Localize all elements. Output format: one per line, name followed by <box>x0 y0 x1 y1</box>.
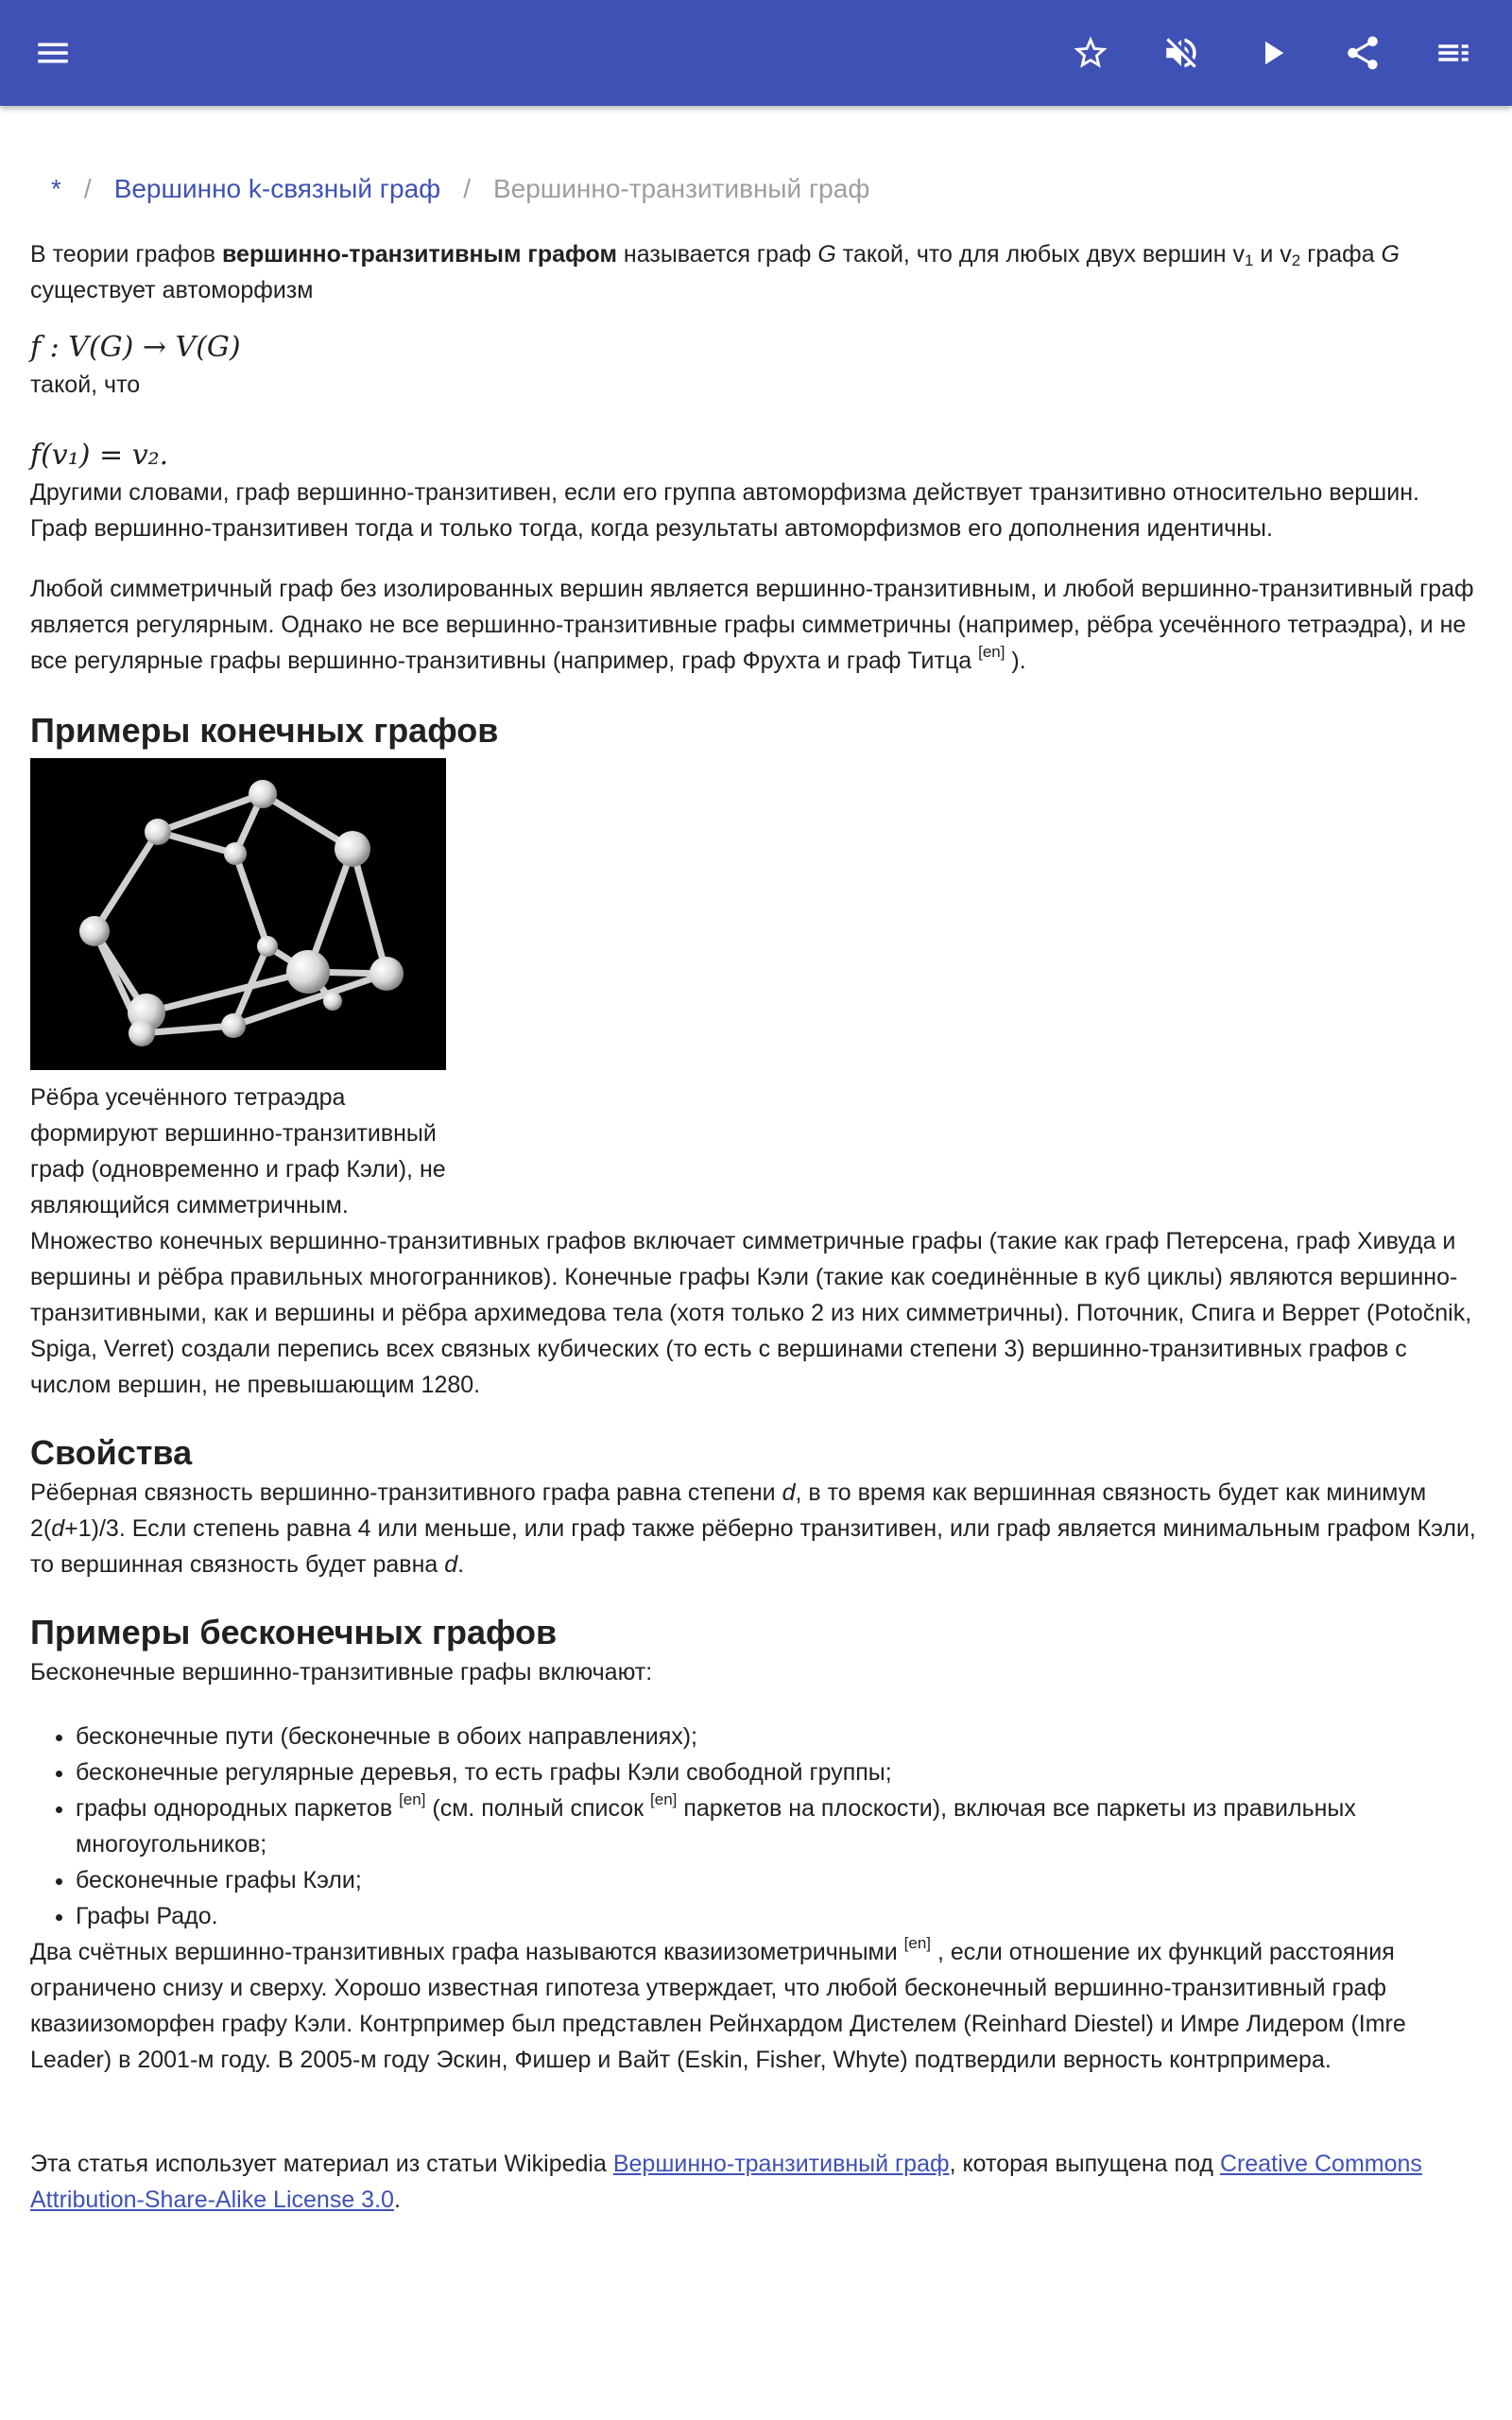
attribution-note: Эта статья использует материал из статьи Wikipedia Вершинно-транзитивный граф, которая выпущена под Creative Commons Attribution-Share-Alike License 3.0. <box>30 2151 1422 2213</box>
figure-caption: Рёбра усечённого тетраэдра формируют вершинно-транзитивный граф (одновременно и граф Кэли), не являющийся симметричным. <box>30 1084 446 1219</box>
ref-en-link[interactable]: [en] <box>399 1790 426 1808</box>
intro-paragraph: В теории графов вершинно-транзитивным графом называется граф G такой, что для любых двух вершин $v_1$ и $v_2$ графа G существует автоморфизм <box>30 241 1400 303</box>
breadcrumb-parent-link[interactable]: Вершинно k-связный граф <box>113 174 441 203</box>
paragraph-3: Любой симметричный граф без изолированных вершин является вершинно-транзитивным, и любой вершинно-транзитивный граф является регулярным. Однако не все вершинно-транзитивные графы симметричны (например, рёбра усечённого тетраэдра), и не все регулярные графы вершинно-транзитивны (например, граф Фрухта и граф Титца [en] ). <box>30 576 1474 674</box>
app-bar <box>0 0 1512 106</box>
list-item: • графы однородных паркетов [en] (см. полный список [en] паркетов на плоскости), включая все паркеты из правильных многоугольников; <box>76 1790 1482 1862</box>
heading-properties: Свойства <box>30 1433 193 1472</box>
properties-text: Рёберная связность вершинно-транзитивного графа равна степени d, в то время как вершинная связность будет как минимум 2(d+1)/3. Если степень равна 4 или меньше, или граф также рёберно транзитивен, или граф является минимальным графом Кэли, то вершинная связность будет равна d. <box>30 1479 1476 1578</box>
list-item: • бесконечные графы Кэли; <box>76 1862 1482 1898</box>
wikipedia-article-link[interactable]: Вершинно-транзитивный граф <box>612 2151 950 2177</box>
formula-mapping: f(v₁) = v₂. <box>30 439 169 472</box>
heading-infinite-examples: Примеры бесконечных графов <box>30 1613 558 1651</box>
list-item: • Графы Радо. <box>76 1898 1482 1934</box>
paragraph-2: Другими словами, граф вершинно-транзитивен, если его группа автоморфизма действует транзитивно относительно вершин. Граф вершинно-транзитивен тогда и только тогда, когда результаты автоморфизмов его дополнения идентичны. <box>30 479 1419 542</box>
license-link[interactable]: Creative Commons Attribution-Share-Alike License 3.0 <box>30 2151 1422 2213</box>
infinite-intro: Бесконечные вершинно-транзитивные графы включают: <box>30 1659 653 1685</box>
breadcrumb-current: Вершинно-транзитивный граф <box>492 174 870 203</box>
play-icon <box>1252 33 1292 73</box>
share-button[interactable] <box>1338 28 1387 78</box>
term-bold: вершинно-транзитивным графом <box>222 241 617 268</box>
list-item: • бесконечные пути (бесконечные в обоих направлениях); <box>76 1719 1482 1754</box>
bookmark-button[interactable] <box>1066 28 1115 78</box>
article <box>30 106 1482 2218</box>
list-item: • бесконечные регулярные деревья, то есть графы Кэли свободной группы; <box>76 1754 1482 1790</box>
mute-button[interactable] <box>1157 28 1206 78</box>
menu-button[interactable] <box>30 30 76 76</box>
breadcrumb-root-link[interactable]: * <box>51 174 61 203</box>
contents-button[interactable] <box>1429 28 1478 78</box>
menu-icon <box>33 33 73 73</box>
infinite-examples-list <box>30 1719 1482 1934</box>
breadcrumb-separator: / <box>83 174 92 203</box>
ref-en-link[interactable]: [en] <box>903 1934 932 1952</box>
share-icon <box>1343 33 1383 73</box>
figure <box>30 758 446 1223</box>
appbar-actions <box>1066 26 1478 79</box>
play-button[interactable] <box>1247 28 1297 78</box>
infinite-closing-text: Два счётных вершинно-транзитивных графа называются квазиизометричными [en] , если отношение их функций расстояния ограничено снизу и сверху. Хорошо известная гипотеза утверждает, что любой бесконечный вершинно-транзитивный граф квазиизоморфен графу Кэли. Контрпример был представлен Рейнхардом Дистелем (Reinhard Diestel) и Имре Лидером (Imre Leader) в 2001-м году. В 2005-м году Эскин, Фишер и Вайт (Eskin, Fisher, Whyte) подтвердили верность контрпримера. <box>30 1934 1406 2073</box>
playlist-icon <box>1434 33 1473 73</box>
heading-finite-examples: Примеры конечных графов <box>30 711 499 750</box>
breadcrumb-separator: / <box>463 174 471 203</box>
breadcrumb <box>30 168 1482 210</box>
such-that-text: такой, что <box>30 372 141 398</box>
finite-examples-text: Множество конечных вершинно-транзитивных графов включает симметричные графы (такие как граф Петерсена, граф Хивуда и вершины и рёбра правильных многогранников). Конечные графы Кэли (такие как соединённые в куб циклы) являются вершинно-транзитивными, как и вершины и рёбра архимедова тела (хотя только 2 из них симметричны). Поточник, Спига и Веррет (Potočnik, Spiga, Verret) создали перепись всех связных кубических (то есть с вершинами степени 3) вершинно-транзитивных графов с числом вершин, не превышающим 1280. <box>30 1228 1472 1398</box>
formula-automorphism: f : V(G) → V(G) <box>30 331 241 364</box>
truncated-tetrahedron-image[interactable] <box>30 758 446 1070</box>
star-outline-icon <box>1071 33 1110 73</box>
ref-en-link[interactable]: [en] <box>650 1790 678 1808</box>
ref-en-link[interactable]: [en] <box>978 643 1005 661</box>
volume-off-icon <box>1161 33 1201 73</box>
